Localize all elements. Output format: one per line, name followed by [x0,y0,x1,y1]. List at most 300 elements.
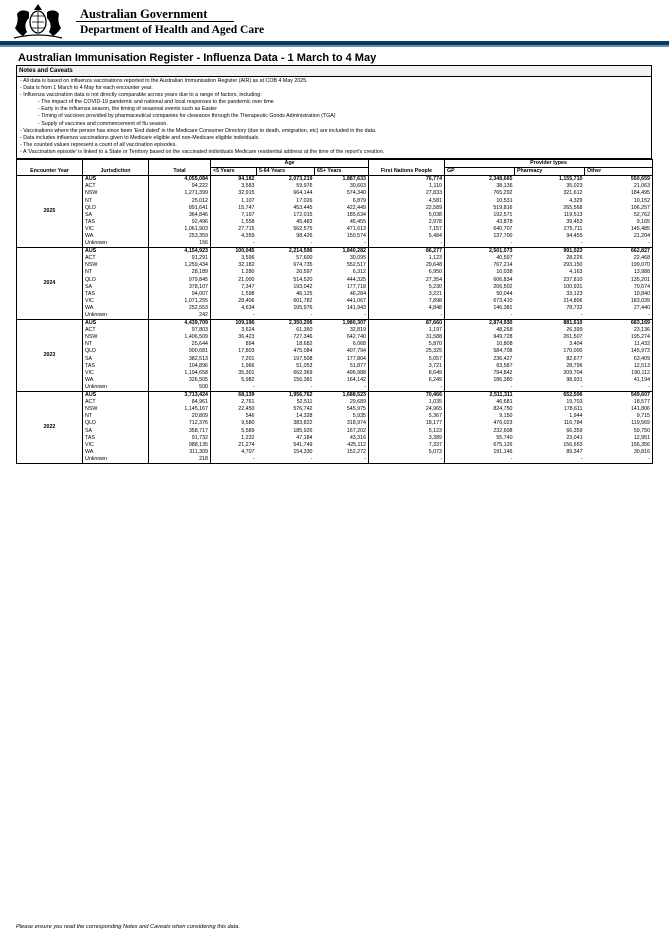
total-cell: 382,513 [149,356,211,363]
under-5-cell: 1,107 [211,198,257,205]
influenza-data-table [16,159,653,464]
pharmacy-cell: 66,359 [566,427,583,434]
gp-cell: 38,136 [445,183,515,190]
jurisdiction-cell: QLD [83,205,149,212]
pharmacy-cell: 178,611 [563,406,583,413]
other-cell: 10,840 [585,291,653,298]
table-row [17,176,653,184]
table-row [17,348,653,355]
table-row [17,456,653,464]
table-row [17,363,653,370]
under-5-cell: 32,915 [211,190,257,197]
other-cell: 184,495 [585,190,653,197]
5-64-cell: 2,214,596 [257,248,315,256]
pharmacy-cell: 991,023 [515,248,585,256]
pharmacy-cell: 26,399 [566,327,583,334]
other-cell: 550,659 [585,176,653,184]
total-cell: 84,961 [149,399,211,406]
gp-cell: 63,587 [445,363,515,370]
first-nations-cell: 76,774 [369,176,445,184]
pharmacy-cell: 39,453 [566,218,583,225]
pharmacy-cell: 4,163 [569,269,583,276]
table-row [17,377,653,384]
jurisdiction-cell: NT [83,198,149,205]
gp-cell: 206,502 [445,284,515,291]
jurisdiction-cell: QLD [83,420,149,427]
first-nations-cell: - [369,384,445,392]
other-cell: 70,674 [585,284,653,291]
5-64-cell: 541,749 [293,441,313,448]
pharmacy-cell: 214,806 [563,297,583,304]
total-cell: 1,145,167 [149,406,211,413]
first-nations-cell: 7,898 [369,298,445,305]
5-64-cell: 514,520 [293,276,313,283]
note-line: - Timing of vaccines provided by pharmaceutical companies for clearance through the Therapeutic Goods Administration (TGA) [38,113,336,120]
note-line: - Vaccinations where the person has since been 'End dated' in the Medicare Consumer Directory (due to death, emigration, etc) are included in the data. [20,127,377,134]
note-line: - Influenza vaccination data is not directly comparable across years due to a range of factors, including: [20,92,262,99]
col-header-gp: GP [445,168,515,176]
jurisdiction-cell: WA [83,377,149,384]
5-64-cell: 453,445 [293,204,313,211]
first-nations-cell: 6,950 [369,269,445,276]
total-cell: 900,681 [149,348,211,355]
total-cell: 891,641 [149,205,211,212]
table-row [17,399,653,406]
under-5-cell: 7,201 [211,356,257,363]
pharmacy-cell: 293,150 [563,262,583,269]
total-cell: 1,071,255 [149,298,211,305]
under-5-cell: - [211,312,257,320]
other-cell: - [585,384,653,392]
other-cell: 156,356 [585,442,653,449]
pharmacy-cell: 82,677 [566,355,583,362]
gp-cell: 40,597 [445,255,515,262]
col-header-65-plus: 65+ Years [315,168,369,176]
5-64-cell: 185,926 [293,427,313,434]
under-5-cell: 4,634 [211,305,257,312]
pharmacy-cell: 652,506 [515,392,585,400]
jurisdiction-cell: NT [83,269,149,276]
col-header-other: Other [585,168,653,176]
total-cell: 1,406,509 [149,334,211,341]
5-64-cell: 562,575 [293,225,313,232]
table-row [17,233,653,240]
65-plus-cell: 496,988 [346,369,367,376]
table-row [17,327,653,334]
5-64-cell: 52,511 [296,399,313,406]
jurisdiction-cell: TAS [83,435,149,442]
age-group-header: Age [211,160,369,168]
pharmacy-cell: - [515,312,585,320]
gp-cell: 186,380 [445,377,515,384]
first-nations-cell: 5,870 [369,341,445,348]
table-row [17,183,653,190]
other-cell: 145,973 [585,348,653,355]
5-64-cell: 2,073,219 [257,176,315,184]
pharmacy-cell: 23,041 [566,434,583,441]
jurisdiction-cell: SA [83,212,149,219]
table-row [17,226,653,233]
other-cell: 195,274 [585,334,653,341]
first-nations-cell: 24,965 [369,406,445,413]
other-cell: 106,257 [585,205,653,212]
gp-cell: 192,571 [445,212,515,219]
encounter-year-cell: 2023 [17,320,83,392]
other-cell: 119,569 [585,420,653,427]
5-64-cell: 601,782 [293,297,313,304]
5-64-cell: 154,330 [293,448,313,455]
pharmacy-cell: 33,123 [566,290,583,297]
jurisdiction-cell: TAS [83,363,149,370]
table-row [17,413,653,420]
jurisdiction-cell: Unknown [83,456,149,464]
other-cell: 199,070 [585,262,653,269]
other-cell: 9,165 [585,219,653,226]
pharmacy-cell: 98,931 [566,376,583,383]
first-nations-cell: 4,848 [369,305,445,312]
col-header-jurisdiction: Jurisdiction [83,168,149,176]
jurisdiction-cell: Unknown [83,384,149,392]
under-5-cell: 21,000 [211,277,257,284]
under-5-cell: 546 [211,413,257,420]
other-cell: 22,468 [585,255,653,262]
jurisdiction-cell: Unknown [83,240,149,248]
5-64-cell: - [257,384,315,392]
5-64-cell: 156,381 [293,376,313,383]
pharmacy-cell: - [515,456,585,464]
first-nations-cell: 2,978 [369,219,445,226]
65-plus-cell: 152,272 [346,448,367,455]
under-5-cell: 4,359 [211,233,257,240]
other-cell: - [585,456,653,464]
5-64-cell: 383,822 [293,420,313,427]
first-nations-cell: 5,123 [369,428,445,435]
page-title: Australian Immunisation Register - Influenza Data - 1 March to 4 May [18,52,377,64]
first-nations-cell: 27,833 [369,190,445,197]
5-64-cell: - [257,456,315,464]
gp-cell: 10,038 [445,269,515,276]
pharmacy-cell: 1,155,710 [515,176,585,184]
65-plus-cell: 185,634 [346,211,367,218]
65-plus-cell: 177,718 [346,283,367,290]
report-frame [16,65,652,464]
pharmacy-cell: 881,610 [515,320,585,328]
total-cell: 364,846 [149,212,211,219]
header-spacer [83,160,149,168]
table-row [17,320,653,328]
total-cell: 1,259,434 [149,262,211,269]
first-nations-cell: 7,157 [369,226,445,233]
other-cell: 11,432 [585,341,653,348]
other-cell: 190,112 [585,370,653,377]
total-cell: 28,189 [149,269,211,276]
other-cell: 9,715 [585,413,653,420]
gp-cell: 146,381 [445,305,515,312]
under-5-cell: 2,761 [211,399,257,406]
jurisdiction-cell: VIC [83,298,149,305]
encounter-year-cell: 2024 [17,248,83,320]
first-nations-cell: 1,123 [369,255,445,262]
pharmacy-cell: - [515,384,585,392]
total-cell: 97,803 [149,327,211,334]
5-64-cell: 57,600 [296,255,313,262]
table-body [17,176,653,464]
5-64-cell: 51,053 [296,362,313,369]
65-plus-cell: 51,877 [349,362,367,369]
under-5-cell: 94,182 [211,176,257,184]
5-64-cell: 662,369 [293,369,313,376]
under-5-cell: 9,580 [211,420,257,427]
gp-cell: - [445,384,515,392]
other-cell: 30,816 [585,449,653,456]
pharmacy-cell: 19,703 [566,399,583,406]
65-plus-cell: 407,794 [346,348,367,355]
jurisdiction-cell: WA [83,233,149,240]
under-5-cell: 7,197 [211,212,257,219]
total-cell: 4,154,923 [149,248,211,256]
jurisdiction-cell: ACT [83,255,149,262]
table-row [17,269,653,276]
65-plus-cell: 5,935 [352,413,367,420]
note-line: - A 'Vaccination episode' is linked to a State or Territory based on the vaccinated individuals Medicare residential address at the time of the report's creation. [20,148,385,155]
header-divider [76,21,234,22]
other-cell: - [585,240,653,248]
under-5-cell: 1,598 [211,291,257,298]
65-plus-cell: 1,688,523 [315,392,369,400]
under-5-cell: 1,966 [211,363,257,370]
first-nations-cell: 5,484 [369,233,445,240]
5-64-cell: 193,042 [293,283,313,290]
table-row [17,277,653,284]
total-cell: 218 [149,456,211,464]
5-64-cell: 61,360 [296,327,313,334]
total-cell: 92,496 [149,219,211,226]
5-64-cell: 105,976 [293,304,313,311]
total-cell: 252,553 [149,305,211,312]
65-plus-cell: 43,316 [349,434,367,441]
other-cell: 59,750 [585,428,653,435]
first-nations-cell: 87,660 [369,320,445,328]
65-plus-cell: 29,689 [349,399,367,406]
col-header-first-nations: First Nations People [369,168,445,176]
5-64-cell: 20,597 [296,269,313,276]
government-name: Australian Government [80,7,208,21]
first-nations-cell: 25,325 [369,348,445,355]
first-nations-cell: 27,354 [369,277,445,284]
first-nations-cell: 31,588 [369,334,445,341]
header-spacer [17,160,83,168]
gp-cell: 476,023 [445,420,515,427]
total-cell: 242 [149,312,211,320]
5-64-cell: 576,742 [293,406,313,413]
65-plus-cell: 1,840,282 [315,248,369,256]
total-cell: 1,271,399 [149,190,211,197]
first-nations-cell: 6,249 [369,377,445,384]
first-nations-cell: 8,649 [369,370,445,377]
jurisdiction-cell: NT [83,413,149,420]
jurisdiction-cell: AUS [83,176,149,184]
65-plus-cell: 30,095 [349,255,367,262]
pharmacy-cell: 1,944 [569,413,583,420]
total-cell: 378,107 [149,284,211,291]
first-nations-cell: 70,466 [369,392,445,400]
total-cell: 358,717 [149,428,211,435]
gp-cell: 9,150 [445,413,515,420]
gp-cell: 236,427 [445,356,515,363]
total-cell: 326,505 [149,377,211,384]
jurisdiction-cell: NSW [83,334,149,341]
other-cell: 23,136 [585,327,653,334]
jurisdiction-cell: NSW [83,190,149,197]
first-nations-cell: 7,337 [369,442,445,449]
under-5-cell: 36,423 [211,334,257,341]
5-64-cell: 2,350,206 [257,320,315,328]
under-5-cell: 1,280 [211,269,257,276]
provider-group-header: Provider types [445,160,653,168]
col-header-encounter-year: Encounter Year [17,168,83,176]
other-cell: 52,762 [585,212,653,219]
jurisdiction-cell: QLD [83,348,149,355]
5-64-cell: 1,956,762 [257,392,315,400]
first-nations-cell: 3,721 [369,363,445,370]
5-64-cell: 46,125 [296,290,313,297]
under-5-cell: 5,589 [211,428,257,435]
first-nations-cell: - [369,456,445,464]
table-row [17,449,653,456]
gp-cell: 794,842 [445,370,515,377]
gp-cell: 46,681 [445,399,515,406]
under-5-cell: 5,982 [211,377,257,384]
65-plus-cell: 642,740 [346,334,367,341]
pharmacy-cell: 170,000 [563,348,583,355]
other-cell: 12,513 [585,363,653,370]
65-plus-cell: 545,975 [346,406,367,413]
table-row [17,435,653,442]
total-cell: 979,845 [149,277,211,284]
first-nations-cell: 5,057 [369,356,445,363]
under-5-cell: 22,450 [211,406,257,413]
jurisdiction-cell: AUS [83,248,149,256]
jurisdiction-cell: WA [83,305,149,312]
5-64-cell: 727,346 [293,334,313,341]
first-nations-cell: 86,277 [369,248,445,256]
first-nations-cell: 18,177 [369,420,445,427]
5-64-cell: 664,144 [293,190,313,197]
table-row [17,284,653,291]
pharmacy-cell: 119,513 [563,211,583,218]
gp-cell: 232,608 [445,428,515,435]
total-cell: 25,012 [149,198,211,205]
first-nations-cell: 5,038 [369,212,445,219]
pharmacy-cell: 275,711 [563,225,583,232]
under-5-cell: 32,182 [211,262,257,269]
total-cell: 988,135 [149,442,211,449]
gp-cell: 767,214 [445,262,515,269]
page-header [0,0,669,44]
first-nations-cell: 1,110 [369,183,445,190]
65-plus-cell: 6,312 [352,269,367,276]
first-nations-cell: 1,197 [369,327,445,334]
65-plus-cell: 471,613 [346,225,367,232]
other-cell: - [585,312,653,320]
jurisdiction-cell: NSW [83,262,149,269]
jurisdiction-cell: QLD [83,277,149,284]
jurisdiction-cell: WA [83,449,149,456]
gp-cell: 2,511,311 [445,392,515,400]
gp-cell: 191,146 [445,449,515,456]
65-plus-cell: 150,574 [346,232,367,239]
table-row [17,420,653,427]
pharmacy-cell: 237,810 [563,276,583,283]
gp-cell: - [445,312,515,320]
note-line: - The counted values represent a count of all vaccination episodes. [20,141,177,148]
jurisdiction-cell: Unknown [83,312,149,320]
note-line: - Supply of vaccines and commencement of flu season. [38,120,168,127]
other-cell: 63,409 [585,356,653,363]
under-5-cell: 3,583 [211,183,257,190]
first-nations-cell: - [369,312,445,320]
coat-of-arms-logo [6,2,70,42]
under-5-cell: 35,301 [211,370,257,377]
pharmacy-cell: 261,507 [563,334,583,341]
jurisdiction-cell: TAS [83,291,149,298]
table-row [17,205,653,212]
under-5-cell: 109,196 [211,320,257,328]
first-nations-cell: - [369,240,445,248]
pharmacy-cell: 265,568 [563,204,583,211]
under-5-cell: 27,715 [211,226,257,233]
total-cell: 712,376 [149,420,211,427]
jurisdiction-cell: NSW [83,406,149,413]
other-cell: 549,607 [585,392,653,400]
other-cell: 18,577 [585,399,653,406]
table-row [17,370,653,377]
first-nations-cell: 1,035 [369,399,445,406]
total-cell: 1,061,903 [149,226,211,233]
gp-cell: 10,808 [445,341,515,348]
65-plus-cell: 30,663 [349,183,367,190]
encounter-year-cell: 2025 [17,176,83,248]
table-row [17,406,653,413]
other-cell: 21,063 [585,183,653,190]
5-64-cell: 18,682 [296,341,313,348]
pharmacy-cell: 100,931 [563,283,583,290]
5-64-cell: 674,735 [293,262,313,269]
gp-cell: - [445,456,515,464]
65-plus-cell: - [315,240,369,248]
gp-cell: 2,501,073 [445,248,515,256]
first-nations-cell: 5,230 [369,284,445,291]
first-nations-cell: 5,073 [369,449,445,456]
65-plus-cell: - [315,384,369,392]
pharmacy-cell: 35,023 [566,183,583,190]
5-64-cell: 98,426 [296,232,313,239]
footer-note: Please ensure you read the corresponding Notes and Caveats when considering this data. [16,924,240,930]
other-cell: 145,485 [585,226,653,233]
jurisdiction-cell: AUS [83,320,149,328]
total-cell: 3,713,424 [149,392,211,400]
jurisdiction-cell: VIC [83,370,149,377]
65-plus-cell: - [315,312,369,320]
pharmacy-cell: 321,612 [563,190,583,197]
table-row [17,291,653,298]
other-cell: 683,169 [585,320,653,328]
note-line: - The impact of the COVID-19 pandemic and national and local responses to the pandemic over time [38,99,274,106]
pharmacy-cell: 94,455 [566,232,583,239]
under-5-cell: 894 [211,341,257,348]
65-plus-cell: 32,819 [349,327,367,334]
65-plus-cell: 552,517 [346,262,367,269]
